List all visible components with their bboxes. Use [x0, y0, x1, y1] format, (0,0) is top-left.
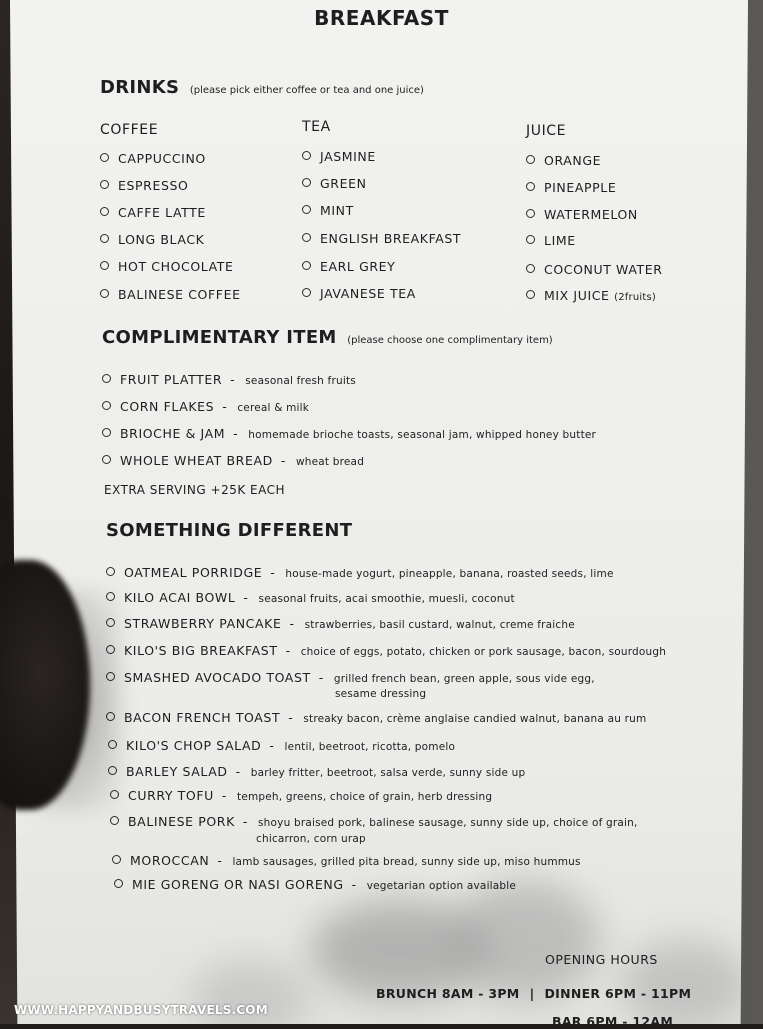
- mix-juice-note: (2fruits): [614, 292, 656, 303]
- tea-option[interactable]: JAVANESE TEA: [302, 286, 416, 301]
- radio-circle-icon[interactable]: [526, 235, 535, 244]
- dish-option[interactable]: BALINESE PORK - shoyu braised pork, balinese sausage, sunny side up, choice of grain,: [110, 814, 638, 829]
- complimentary-option[interactable]: BRIOCHE & JAM - homemade brioche toasts, seasonal jam, whipped honey butter: [102, 426, 596, 441]
- radio-circle-icon[interactable]: [100, 180, 109, 189]
- coffee-option[interactable]: LONG BLACK: [100, 232, 204, 247]
- radio-circle-icon[interactable]: [302, 205, 311, 214]
- tea-option[interactable]: GREEN: [302, 176, 367, 191]
- juice-option[interactable]: PINEAPPLE: [526, 180, 616, 195]
- complimentary-note: (please choose one complimentary item): [347, 335, 553, 346]
- brunch-hours: BRUNCH 8AM - 3PM: [376, 986, 520, 1001]
- dish-option[interactable]: STRAWBERRY PANCAKE - strawberries, basil custard, walnut, creme fraiche: [106, 616, 575, 631]
- radio-circle-icon[interactable]: [114, 879, 123, 888]
- dish-description-continued: chicarron, corn urap: [256, 833, 366, 845]
- dinner-hours: DINNER 6PM - 11PM: [544, 986, 692, 1001]
- juice-option[interactable]: COCONUT WATER: [526, 262, 663, 277]
- extra-serving-note: EXTRA SERVING +25K EACH: [104, 483, 286, 497]
- drinks-heading: [100, 77, 424, 98]
- complimentary-option[interactable]: FRUIT PLATTER - seasonal fresh fruits: [102, 372, 356, 387]
- tea-option[interactable]: MINT: [302, 203, 354, 218]
- dish-description-continued: sesame dressing: [335, 688, 427, 700]
- menu-title: BREAKFAST: [314, 6, 449, 30]
- coffee-option[interactable]: CAPPUCCINO: [100, 151, 206, 166]
- radio-circle-icon[interactable]: [100, 234, 109, 243]
- radio-circle-icon[interactable]: [100, 207, 109, 216]
- radio-circle-icon[interactable]: [302, 233, 311, 242]
- complimentary-option[interactable]: WHOLE WHEAT BREAD - wheat bread: [102, 453, 364, 468]
- complimentary-option[interactable]: CORN FLAKES - cereal & milk: [102, 399, 309, 414]
- opening-hours-line: [376, 986, 691, 1001]
- something-different-heading: SOMETHING DIFFERENT: [106, 520, 353, 541]
- bar-hours: BAR 6PM - 12AM: [552, 1014, 674, 1029]
- juice-column-title: JUICE: [526, 123, 567, 139]
- radio-circle-icon[interactable]: [102, 374, 111, 383]
- radio-circle-icon[interactable]: [102, 428, 111, 437]
- juice-option[interactable]: WATERMELON: [526, 207, 638, 222]
- radio-circle-icon[interactable]: [100, 261, 109, 270]
- site-watermark: WWW.HAPPYANDBUSYTRAVELS.COM: [14, 1003, 268, 1017]
- dish-option[interactable]: MOROCCAN - lamb sausages, grilled pita bread, sunny side up, miso hummus: [112, 853, 581, 868]
- dish-option[interactable]: BARLEY SALAD - barley fritter, beetroot, salsa verde, sunny side up: [108, 764, 525, 779]
- complimentary-heading-label: COMPLIMENTARY ITEM: [102, 327, 337, 348]
- coffee-option[interactable]: HOT CHOCOLATE: [100, 259, 234, 274]
- tea-option[interactable]: ENGLISH BREAKFAST: [302, 231, 461, 246]
- coffee-option[interactable]: BALINESE COFFEE: [100, 287, 241, 302]
- dish-option[interactable]: KILO'S CHOP SALAD - lentil, beetroot, ricotta, pomelo: [108, 738, 455, 753]
- dish-option[interactable]: SMASHED AVOCADO TOAST - grilled french bean, green apple, sous vide egg,: [106, 670, 595, 685]
- coffee-option[interactable]: CAFFE LATTE: [100, 205, 206, 220]
- radio-circle-icon[interactable]: [102, 401, 111, 410]
- dish-option[interactable]: KILO'S BIG BREAKFAST - choice of eggs, potato, chicken or pork sausage, bacon, sourdough: [106, 643, 666, 658]
- juice-option[interactable]: MIX JUICE (2fruits): [526, 288, 656, 303]
- juice-option[interactable]: ORANGE: [526, 153, 601, 168]
- radio-circle-icon[interactable]: [302, 261, 311, 270]
- drinks-heading-label: DRINKS: [100, 77, 180, 98]
- radio-circle-icon[interactable]: [526, 209, 535, 218]
- radio-circle-icon[interactable]: [100, 289, 109, 298]
- radio-circle-icon[interactable]: [106, 567, 115, 576]
- radio-circle-icon[interactable]: [302, 288, 311, 297]
- radio-circle-icon[interactable]: [526, 264, 535, 273]
- radio-circle-icon[interactable]: [302, 151, 311, 160]
- dish-option[interactable]: OATMEAL PORRIDGE - house-made yogurt, pineapple, banana, roasted seeds, lime: [106, 565, 614, 580]
- dish-option[interactable]: CURRY TOFU - tempeh, greens, choice of grain, herb dressing: [110, 788, 492, 803]
- radio-circle-icon[interactable]: [526, 182, 535, 191]
- coffee-option[interactable]: ESPRESSO: [100, 178, 188, 193]
- dish-option[interactable]: MIE GORENG OR NASI GORENG - vegetarian option available: [114, 877, 516, 892]
- radio-circle-icon[interactable]: [100, 153, 109, 162]
- radio-circle-icon[interactable]: [112, 855, 121, 864]
- drinks-note: (please pick either coffee or tea and one juice): [189, 85, 424, 96]
- juice-option[interactable]: LIME: [526, 233, 576, 248]
- radio-circle-icon[interactable]: [526, 155, 535, 164]
- dish-option[interactable]: KILO ACAI BOWL - seasonal fruits, acai smoothie, muesli, coconut: [106, 590, 515, 605]
- radio-circle-icon[interactable]: [302, 178, 311, 187]
- tea-option[interactable]: JASMINE: [302, 149, 376, 164]
- tea-option[interactable]: EARL GREY: [302, 259, 395, 274]
- hours-divider: |: [529, 986, 535, 1001]
- coffee-column-title: COFFEE: [100, 122, 159, 138]
- opening-hours-label: OPENING HOURS: [545, 952, 658, 967]
- watercolor-smudge: [450, 880, 600, 1000]
- dish-option[interactable]: BACON FRENCH TOAST - streaky bacon, crème anglaise candied walnut, banana au rum: [106, 710, 646, 725]
- tea-column-title: TEA: [302, 119, 331, 135]
- radio-circle-icon[interactable]: [110, 816, 119, 825]
- radio-circle-icon[interactable]: [102, 455, 111, 464]
- radio-circle-icon[interactable]: [526, 290, 535, 299]
- complimentary-heading: [102, 327, 553, 348]
